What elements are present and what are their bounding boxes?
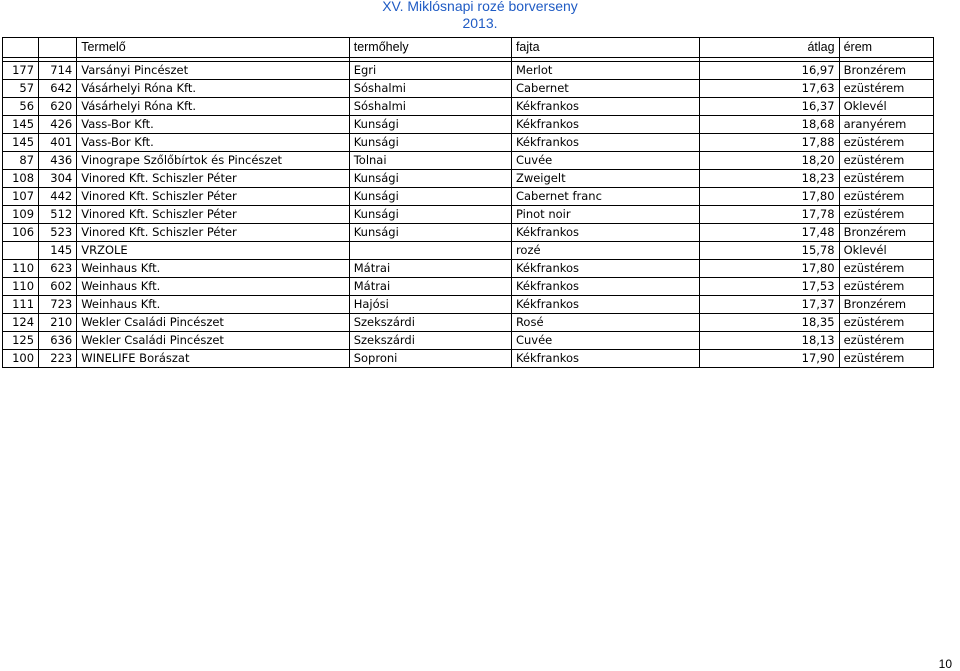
col-header-rank — [3, 38, 39, 58]
cell-variety: Kékfrankos — [511, 296, 699, 314]
table-row — [3, 116, 934, 134]
cell-rank: 100 — [3, 350, 39, 368]
cell-average: 16,97 — [699, 62, 839, 80]
cell-region: Kunsági — [349, 188, 511, 206]
cell-rank: 87 — [3, 152, 39, 170]
col-header-region: termőhely — [349, 38, 511, 58]
cell-variety: rozé — [511, 242, 699, 260]
cell-region: Szekszárdi — [349, 314, 511, 332]
cell-region: Hajósi — [349, 296, 511, 314]
cell-variety: Rosé — [511, 314, 699, 332]
table-row — [3, 296, 934, 314]
cell-rank: 125 — [3, 332, 39, 350]
table-row — [3, 260, 934, 278]
cell-medal: ezüstérem — [839, 350, 933, 368]
col-header-average: átlag — [699, 38, 839, 58]
cell-code: 620 — [39, 98, 77, 116]
cell-variety: Kékfrankos — [511, 224, 699, 242]
cell-region: Egri — [349, 62, 511, 80]
cell-producer: Weinhaus Kft. — [77, 278, 350, 296]
cell-average: 17,90 — [699, 350, 839, 368]
cell-region: Kunsági — [349, 224, 511, 242]
cell-producer: Varsányi Pincészet — [77, 62, 350, 80]
cell-medal: ezüstérem — [839, 80, 933, 98]
table-body — [3, 58, 934, 368]
cell-producer: Vinored Kft. Schiszler Péter — [77, 188, 350, 206]
cell-average: 17,37 — [699, 296, 839, 314]
cell-medal: Bronzérem — [839, 296, 933, 314]
cell-average: 16,37 — [699, 98, 839, 116]
cell-producer: WINELIFE Borászat — [77, 350, 350, 368]
cell-average: 15,78 — [699, 242, 839, 260]
cell-average: 18,35 — [699, 314, 839, 332]
cell-producer: VRZOLE — [77, 242, 350, 260]
cell-region: Soproni — [349, 350, 511, 368]
table-row — [3, 314, 934, 332]
cell-region: Sóshalmi — [349, 98, 511, 116]
cell-producer: Vinored Kft. Schiszler Péter — [77, 206, 350, 224]
cell-rank: 107 — [3, 188, 39, 206]
col-header-medal: érem — [839, 38, 933, 58]
cell-variety: Pinot noir — [511, 206, 699, 224]
cell-variety: Kékfrankos — [511, 98, 699, 116]
cell-rank: 111 — [3, 296, 39, 314]
cell-code: 642 — [39, 80, 77, 98]
table-row — [3, 206, 934, 224]
cell-variety: Merlot — [511, 62, 699, 80]
cell-medal: Bronzérem — [839, 62, 933, 80]
cell-code: 512 — [39, 206, 77, 224]
cell-code: 636 — [39, 332, 77, 350]
table-row — [3, 224, 934, 242]
cell-average: 17,80 — [699, 260, 839, 278]
cell-producer: Vass-Bor Kft. — [77, 116, 350, 134]
cell-producer: Wekler Családi Pincészet — [77, 332, 350, 350]
cell-producer: Vásárhelyi Róna Kft. — [77, 98, 350, 116]
cell-rank: 109 — [3, 206, 39, 224]
table-row — [3, 134, 934, 152]
cell-region: Mátrai — [349, 260, 511, 278]
cell-code: 426 — [39, 116, 77, 134]
cell-code: 210 — [39, 314, 77, 332]
cell-average: 17,80 — [699, 188, 839, 206]
cell-medal: ezüstérem — [839, 134, 933, 152]
cell-variety: Cabernet franc — [511, 188, 699, 206]
cell-rank — [3, 242, 39, 260]
cell-code: 401 — [39, 134, 77, 152]
cell-code: 145 — [39, 242, 77, 260]
cell-average: 18,13 — [699, 332, 839, 350]
cell-variety: Zweigelt — [511, 170, 699, 188]
cell-rank: 106 — [3, 224, 39, 242]
table-row — [3, 152, 934, 170]
cell-medal: ezüstérem — [839, 314, 933, 332]
col-header-variety: fajta — [511, 38, 699, 58]
cell-region: Tolnai — [349, 152, 511, 170]
cell-rank: 108 — [3, 170, 39, 188]
table-row — [3, 80, 934, 98]
cell-medal: Bronzérem — [839, 224, 933, 242]
cell-rank: 124 — [3, 314, 39, 332]
cell-rank: 145 — [3, 134, 39, 152]
cell-producer: Wekler Családi Pincészet — [77, 314, 350, 332]
cell-variety: Kékfrankos — [511, 260, 699, 278]
table-row — [3, 278, 934, 296]
table-header-row — [3, 38, 934, 58]
cell-region: Kunsági — [349, 206, 511, 224]
cell-medal: ezüstérem — [839, 278, 933, 296]
cell-medal: ezüstérem — [839, 332, 933, 350]
results-table — [2, 37, 934, 368]
cell-variety: Cuvée — [511, 332, 699, 350]
cell-variety: Kékfrankos — [511, 350, 699, 368]
table-row — [3, 170, 934, 188]
table-row — [3, 350, 934, 368]
competition-year: 2013. — [462, 15, 498, 31]
col-header-producer: Termelő — [77, 38, 350, 58]
cell-average: 18,20 — [699, 152, 839, 170]
cell-rank: 110 — [3, 260, 39, 278]
cell-region: Kunsági — [349, 134, 511, 152]
cell-producer: Weinhaus Kft. — [77, 296, 350, 314]
cell-average: 17,78 — [699, 206, 839, 224]
cell-region — [349, 242, 511, 260]
cell-code: 304 — [39, 170, 77, 188]
cell-producer: Weinhaus Kft. — [77, 260, 350, 278]
cell-medal: Oklevél — [839, 242, 933, 260]
col-header-code — [39, 38, 77, 58]
cell-average: 17,48 — [699, 224, 839, 242]
cell-code: 714 — [39, 62, 77, 80]
cell-rank: 110 — [3, 278, 39, 296]
cell-code: 523 — [39, 224, 77, 242]
cell-rank: 177 — [3, 62, 39, 80]
cell-average: 18,23 — [699, 170, 839, 188]
cell-variety: Kékfrankos — [511, 134, 699, 152]
cell-producer: Vásárhelyi Róna Kft. — [77, 80, 350, 98]
page-number: 10 — [938, 657, 952, 671]
cell-code: 623 — [39, 260, 77, 278]
table-row — [3, 98, 934, 116]
cell-medal: ezüstérem — [839, 260, 933, 278]
cell-medal: ezüstérem — [839, 206, 933, 224]
cell-code: 436 — [39, 152, 77, 170]
cell-average: 17,88 — [699, 134, 839, 152]
cell-region: Kunsági — [349, 116, 511, 134]
cell-variety: Cabernet — [511, 80, 699, 98]
cell-medal: Oklevél — [839, 98, 933, 116]
cell-code: 602 — [39, 278, 77, 296]
cell-producer: Vinogrape Szőlőbírtok és Pincészet — [77, 152, 350, 170]
cell-variety: Kékfrankos — [511, 278, 699, 296]
cell-rank: 145 — [3, 116, 39, 134]
cell-code: 442 — [39, 188, 77, 206]
cell-medal: ezüstérem — [839, 188, 933, 206]
cell-code: 723 — [39, 296, 77, 314]
cell-producer: Vass-Bor Kft. — [77, 134, 350, 152]
cell-average: 18,68 — [699, 116, 839, 134]
cell-producer: Vinored Kft. Schiszler Péter — [77, 224, 350, 242]
table-row — [3, 62, 934, 80]
competition-title: XV. Miklósnapi rozé borverseny — [382, 0, 578, 14]
cell-region: Sóshalmi — [349, 80, 511, 98]
cell-producer: Vinored Kft. Schiszler Péter — [77, 170, 350, 188]
cell-region: Kunsági — [349, 170, 511, 188]
cell-region: Mátrai — [349, 278, 511, 296]
cell-rank: 57 — [3, 80, 39, 98]
table-row — [3, 332, 934, 350]
cell-average: 17,53 — [699, 278, 839, 296]
table-row — [3, 188, 934, 206]
cell-medal: ezüstérem — [839, 152, 933, 170]
cell-code: 223 — [39, 350, 77, 368]
cell-region: Szekszárdi — [349, 332, 511, 350]
cell-variety: Cuvée — [511, 152, 699, 170]
cell-medal: ezüstérem — [839, 170, 933, 188]
cell-medal: aranyérem — [839, 116, 933, 134]
table-row — [3, 242, 934, 260]
cell-average: 17,63 — [699, 80, 839, 98]
cell-rank: 56 — [3, 98, 39, 116]
cell-variety: Kékfrankos — [511, 116, 699, 134]
